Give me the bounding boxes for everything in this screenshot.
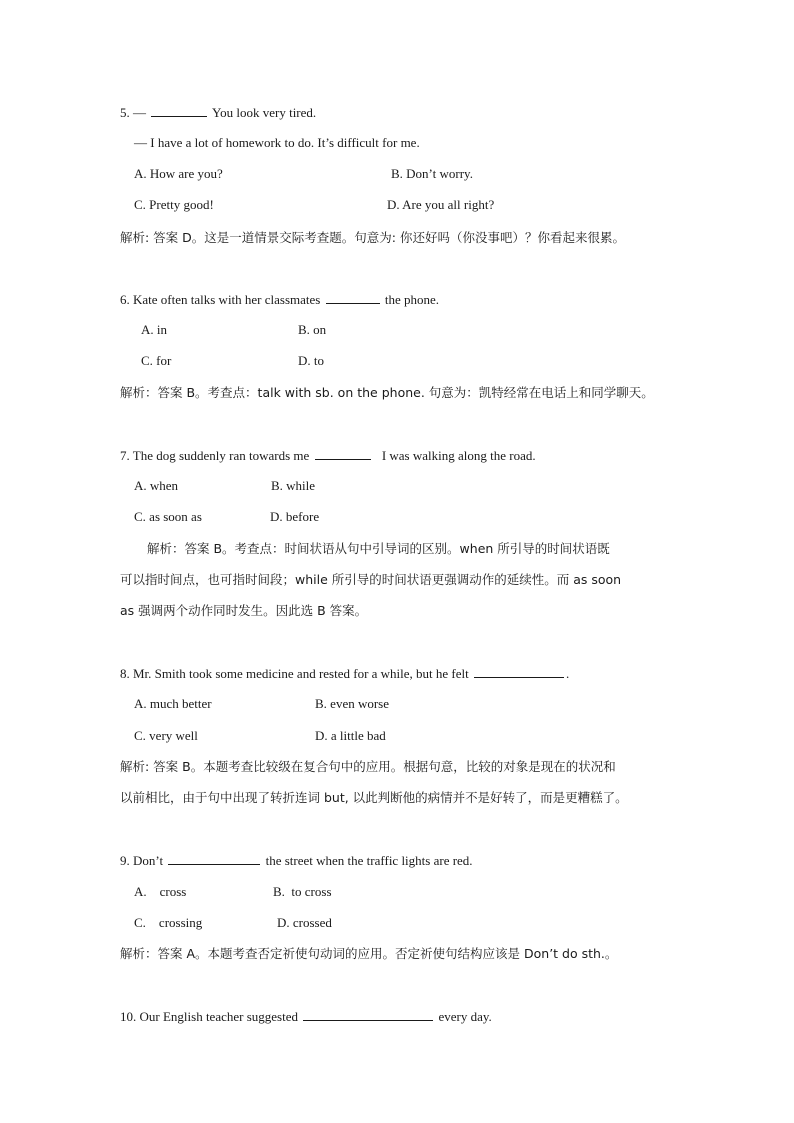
question-stem-post: I was walking along the road. (381, 448, 536, 463)
answer-blank (474, 664, 564, 678)
question-stem-pre: 9. Don’t (120, 853, 164, 868)
analysis-line: 解析: 答案 B。本题考查比较级在复合句中的应用。根据句意，比较的对象是现在的状况和 (120, 759, 616, 774)
option-b: B. on (298, 322, 327, 337)
question-5-reply: — I have a lot of homework to do. It’s difficult for me. (134, 135, 420, 150)
question-8-stem (120, 664, 569, 683)
option-b: B. to cross (273, 884, 332, 899)
option-a: A. in (141, 322, 167, 337)
question-stem-post: the street when the traffic lights are red. (265, 853, 473, 868)
answer-blank (303, 1007, 433, 1021)
option-c: C. as soon as (134, 509, 202, 524)
question-10-stem (120, 1007, 492, 1026)
analysis-line: 可以指时间点，也可指时间段；while 所引导的时间状语更强调动作的延续性。而 as soon (120, 572, 622, 587)
option-b: B. even worse (315, 696, 390, 711)
question-5-stem (120, 103, 316, 122)
question-stem-pre: 7. The dog suddenly ran towards me (120, 448, 310, 463)
option-d: D. to (298, 353, 324, 368)
question-stem-post: You look very tired. (212, 105, 317, 120)
option-c: C. for (141, 353, 172, 368)
option-d: D. a little bad (315, 728, 386, 743)
question-stem-pre: 5. — (120, 105, 146, 120)
question-stem-pre: 10. Our English teacher suggested (120, 1009, 298, 1024)
option-c: C. Pretty good! (134, 197, 214, 212)
option-d: D. Are you all right? (387, 197, 495, 212)
option-c: C. very well (134, 728, 198, 743)
option-d: D. before (270, 509, 320, 524)
question-stem-pre: 8. Mr. Smith took some medicine and rested for a while, but he felt (120, 666, 469, 681)
question-stem-post: . (566, 666, 570, 681)
answer-blank (168, 851, 260, 865)
option-b: B. while (271, 478, 316, 493)
question-stem-pre: 6. Kate often talks with her classmates (120, 292, 321, 307)
question-7-stem (120, 446, 536, 465)
option-d: D. crossed (277, 915, 332, 930)
answer-blank (326, 290, 380, 304)
analysis-line: 解析：答案 B。考查点：时间状语从句中引导词的区别。when 所引导的时间状语既 (147, 541, 610, 556)
option-b: B. Don’t worry. (391, 166, 473, 181)
analysis-line: 解析：答案 A。本题考查否定祈使句动词的应用。否定祈使句结构应该是 Don’t do sth.。 (120, 946, 618, 961)
analysis-line: as 强调两个动作同时发生。因此选 B 答案。 (120, 603, 368, 618)
analysis-line: 解析: 答案 D。这是一道情景交际考查题。句意为: 你还好吗（你没事吧）？你看起来很累。 (120, 230, 625, 245)
option-c: C. crossing (134, 915, 203, 930)
question-9-stem (120, 851, 473, 870)
option-a: A. when (134, 478, 179, 493)
analysis-line: 以前相比，由于句中出现了转折连词 but, 以此判断他的病情并不是好转了，而是更糟糕了。 (120, 790, 628, 805)
option-a: A. much better (134, 696, 212, 711)
answer-blank (151, 103, 207, 117)
option-a: A. cross (134, 884, 187, 899)
question-stem-post: every day. (438, 1009, 492, 1024)
analysis-line: 解析：答案 B。考查点：talk with sb. on the phone. 句意为：凯特经常在电话上和同学聊天。 (120, 385, 654, 400)
option-a: A. How are you? (134, 166, 223, 181)
question-stem-post: the phone. (384, 292, 440, 307)
question-6-stem (120, 290, 439, 309)
answer-blank (315, 446, 371, 460)
